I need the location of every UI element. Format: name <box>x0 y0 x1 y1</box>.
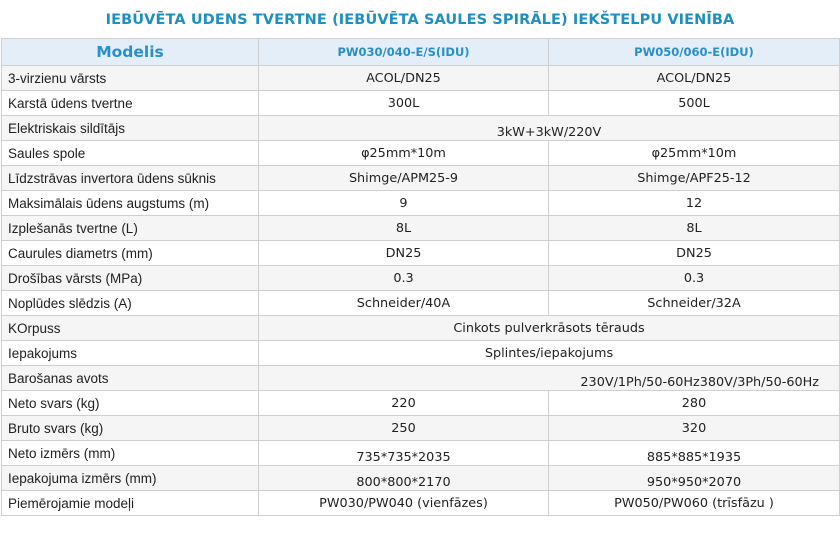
row-value-1: 250 <box>259 416 549 441</box>
table-row <box>2 66 840 91</box>
row-value-1: 0.3 <box>259 266 549 291</box>
row-label: Bruto svars (kg) <box>2 416 259 441</box>
row-value-2: DN25 <box>549 241 840 266</box>
row-value-span: Cinkots pulverkrāsots tērauds <box>259 316 840 341</box>
row-label: Iepakojums <box>2 341 259 366</box>
row-label: Maksimālais ūdens augstums (m) <box>2 191 259 216</box>
table-row <box>2 266 840 291</box>
row-value-2: Shimge/APF25-12 <box>549 166 840 191</box>
table-row <box>2 366 840 391</box>
row-label: Izplešanās tvertne (L) <box>2 216 259 241</box>
table-row <box>2 116 840 141</box>
table-row <box>2 191 840 216</box>
row-value-2: 320 <box>549 416 840 441</box>
row-value-span: Splintes/iepakojums <box>259 341 840 366</box>
row-value-span <box>259 366 840 391</box>
row-label: Drošības vārsts (MPa) <box>2 266 259 291</box>
row-value-2 <box>549 441 840 466</box>
table-row <box>2 441 840 466</box>
row-value-1: 8L <box>259 216 549 241</box>
row-value-text: 885*885*1935 <box>646 449 742 465</box>
header-label: Modelis <box>2 39 259 66</box>
table-row <box>2 166 840 191</box>
row-value-text: 950*950*2070 <box>646 474 742 490</box>
row-label: Karstā ūdens tvertne <box>2 91 259 116</box>
table-row <box>2 466 840 491</box>
table-row <box>2 316 840 341</box>
row-value-2: 12 <box>549 191 840 216</box>
row-value-2: 8L <box>549 216 840 241</box>
table-row <box>2 241 840 266</box>
table-row <box>2 216 840 241</box>
row-value-1: φ25mm*10m <box>259 141 549 166</box>
row-value-span <box>259 116 840 141</box>
row-value-2: PW050/PW060 (trīsfāzu ) <box>549 491 840 516</box>
row-value-2: Schneider/32A <box>549 291 840 316</box>
row-label: Līdzstrāvas invertora ūdens sūknis <box>2 166 259 191</box>
row-label: 3-virzienu vārsts <box>2 66 259 91</box>
row-label: Barošanas avots <box>2 366 259 391</box>
table-header-row <box>2 39 840 66</box>
row-value-1: Schneider/40A <box>259 291 549 316</box>
row-value-1: ACOL/DN25 <box>259 66 549 91</box>
row-value-2 <box>549 466 840 491</box>
row-value-2: 280 <box>549 391 840 416</box>
row-label: Piemērojamie modeļi <box>2 491 259 516</box>
spec-table <box>1 38 840 516</box>
row-label: KOrpuss <box>2 316 259 341</box>
row-value-text: 735*735*2035 <box>356 449 451 465</box>
row-value-1: DN25 <box>259 241 549 266</box>
table-row <box>2 91 840 116</box>
row-value-2: 500L <box>549 91 840 116</box>
table-row <box>2 341 840 366</box>
row-label: Caurules diametrs (mm) <box>2 241 259 266</box>
row-label: Noplūdes slēdzis (A) <box>2 291 259 316</box>
row-label: Neto izmērs (mm) <box>2 441 259 466</box>
row-value-1: 220 <box>259 391 549 416</box>
table-row <box>2 141 840 166</box>
row-value-text: 3kW+3kW/220V <box>496 124 602 140</box>
header-model-1: PW030/040-E/S(IDU) <box>259 39 549 66</box>
table-row <box>2 391 840 416</box>
table-row <box>2 416 840 441</box>
row-value-text: 800*800*2170 <box>356 474 451 490</box>
row-value-1: Shimge/APM25-9 <box>259 166 549 191</box>
row-value-1: 9 <box>259 191 549 216</box>
table-row <box>2 491 840 516</box>
row-label: Iepakojuma izmērs (mm) <box>2 466 259 491</box>
table-row <box>2 291 840 316</box>
page-title: IEBŪVĒTA UDENS TVERTNE (IEBŪVĒTA SAULES SPIRĀLE) IEKŠTELPU VIENĪBA <box>105 12 735 28</box>
row-value-1: PW030/PW040 (vienfāzes) <box>259 491 549 516</box>
row-value-text: 230V/1Ph/50-60Hz380V/3Ph/50-60Hz <box>580 374 819 390</box>
header-model-2: PW050/060-E(IDU) <box>549 39 840 66</box>
row-value-2: ACOL/DN25 <box>549 66 840 91</box>
row-value-2: φ25mm*10m <box>549 141 840 166</box>
row-label: Neto svars (kg) <box>2 391 259 416</box>
row-value-1 <box>259 466 549 491</box>
row-label: Saules spole <box>2 141 259 166</box>
row-value-1: 300L <box>259 91 549 116</box>
row-value-1 <box>259 441 549 466</box>
row-label: Elektriskais sildītājs <box>2 116 259 141</box>
row-value-2: 0.3 <box>549 266 840 291</box>
